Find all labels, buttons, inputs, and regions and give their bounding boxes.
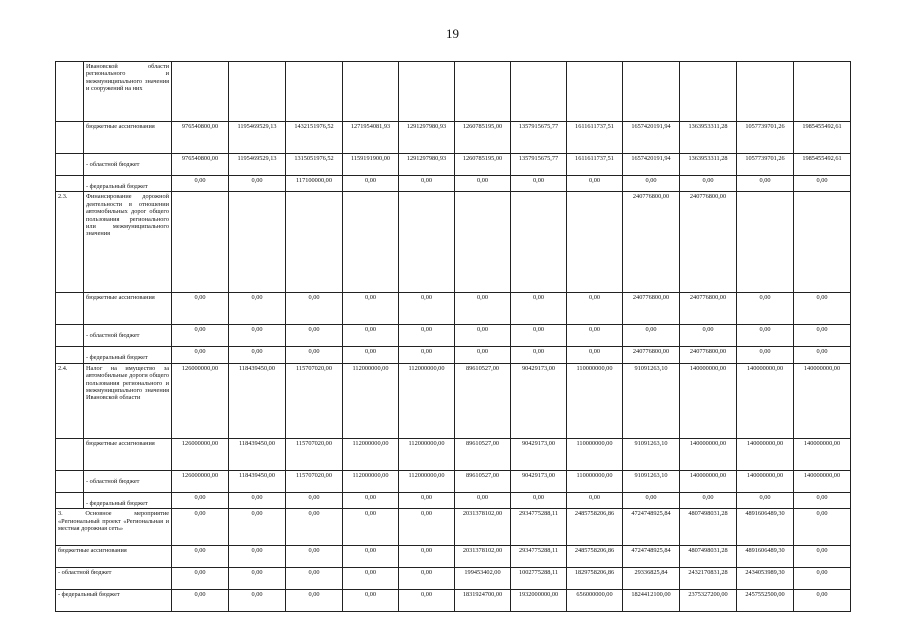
row-name-cell: - областной бюджет bbox=[84, 470, 172, 492]
value-cell: 0,00 bbox=[172, 325, 229, 347]
value-cell: 4724748925,84 bbox=[623, 546, 680, 568]
row-name-cell: - областной бюджет bbox=[56, 568, 172, 590]
value-cell: 1657420191,94 bbox=[623, 154, 680, 176]
value-cell: 0,00 bbox=[229, 568, 286, 590]
value-cell: 0,00 bbox=[794, 492, 851, 508]
value-cell: 0,00 bbox=[286, 568, 343, 590]
value-cell: 0,00 bbox=[567, 492, 623, 508]
value-cell: 0,00 bbox=[623, 492, 680, 508]
value-cell: 1357915675,77 bbox=[511, 122, 567, 154]
value-cell: 0,00 bbox=[343, 492, 399, 508]
value-cell: 118439450,00 bbox=[229, 470, 286, 492]
value-cell: 0,00 bbox=[737, 347, 794, 363]
value-cell: 1291297980,93 bbox=[399, 122, 455, 154]
value-cell: 0,00 bbox=[343, 509, 399, 546]
value-cell: 4807498031,28 bbox=[680, 546, 737, 568]
value-cell: 0,00 bbox=[286, 546, 343, 568]
value-cell bbox=[794, 62, 851, 122]
row-index-cell bbox=[56, 176, 84, 192]
value-cell: 0,00 bbox=[343, 347, 399, 363]
row-index-cell bbox=[56, 154, 84, 176]
row-name-cell: - федеральный бюджет bbox=[84, 176, 172, 192]
value-cell: 89610527,00 bbox=[455, 363, 511, 438]
row-name-cell: - областной бюджет bbox=[84, 325, 172, 347]
value-cell: 2031378102,00 bbox=[455, 546, 511, 568]
value-cell: 0,00 bbox=[455, 176, 511, 192]
value-cell: 0,00 bbox=[511, 492, 567, 508]
value-cell: 118439450,00 bbox=[229, 363, 286, 438]
value-cell: 112000000,00 bbox=[399, 438, 455, 470]
value-cell: 0,00 bbox=[794, 590, 851, 612]
value-cell: 0,00 bbox=[172, 347, 229, 363]
value-cell: 0,00 bbox=[794, 347, 851, 363]
value-cell: 1432151976,52 bbox=[286, 122, 343, 154]
row-index-cell bbox=[56, 62, 84, 122]
table-row bbox=[56, 546, 851, 568]
row-index-cell bbox=[56, 438, 84, 470]
value-cell: 0,00 bbox=[737, 492, 794, 508]
value-cell: 90429173,00 bbox=[511, 438, 567, 470]
value-cell: 0,00 bbox=[229, 176, 286, 192]
value-cell: 1260785195,00 bbox=[455, 122, 511, 154]
row-index-cell bbox=[56, 470, 84, 492]
value-cell: 0,00 bbox=[229, 546, 286, 568]
value-cell: 1195469529,13 bbox=[229, 122, 286, 154]
value-cell: 4891606489,30 bbox=[737, 509, 794, 546]
table-row bbox=[56, 325, 851, 347]
value-cell: 0,00 bbox=[229, 325, 286, 347]
value-cell: 0,00 bbox=[399, 325, 455, 347]
budget-table-body bbox=[56, 62, 851, 612]
row-index-cell bbox=[56, 293, 84, 325]
value-cell: 1829758206,86 bbox=[567, 568, 623, 590]
value-cell: 0,00 bbox=[737, 293, 794, 325]
row-index-cell bbox=[56, 122, 84, 154]
value-cell: 0,00 bbox=[794, 176, 851, 192]
value-cell bbox=[737, 192, 794, 293]
row-index-cell: 2.4. bbox=[56, 363, 84, 438]
table-row bbox=[56, 470, 851, 492]
value-cell: 0,00 bbox=[343, 325, 399, 347]
value-cell bbox=[229, 192, 286, 293]
value-cell: 2485758206,86 bbox=[567, 509, 623, 546]
row-name-cell: - федеральный бюджет bbox=[84, 492, 172, 508]
value-cell: 976540800,00 bbox=[172, 122, 229, 154]
value-cell: 140000000,00 bbox=[794, 470, 851, 492]
row-name-cell: - федеральный бюджет bbox=[84, 347, 172, 363]
value-cell bbox=[229, 62, 286, 122]
value-cell: 0,00 bbox=[794, 568, 851, 590]
value-cell: 1932000000,00 bbox=[511, 590, 567, 612]
value-cell: 0,00 bbox=[737, 325, 794, 347]
value-cell: 0,00 bbox=[399, 176, 455, 192]
row-name-cell: 3. Основное мероприятие «Региональный проект «Региональная и местная дорожная сеть» bbox=[56, 509, 172, 546]
value-cell: 1363953311,28 bbox=[680, 154, 737, 176]
row-name-cell: Финансирование дорожной деятельности в отношении автомобильных дорог общего пользования регионального или межмуниципального значения bbox=[84, 192, 172, 293]
value-cell: 90429173,00 bbox=[511, 470, 567, 492]
value-cell: 0,00 bbox=[286, 325, 343, 347]
value-cell: 2934775288,11 bbox=[511, 546, 567, 568]
value-cell: 0,00 bbox=[229, 509, 286, 546]
value-cell: 1260785195,00 bbox=[455, 154, 511, 176]
row-name-cell: бюджетные ассигнования bbox=[56, 546, 172, 568]
value-cell: 4724748925,84 bbox=[623, 509, 680, 546]
value-cell: 0,00 bbox=[455, 325, 511, 347]
table-row bbox=[56, 192, 851, 293]
value-cell bbox=[567, 62, 623, 122]
value-cell: 0,00 bbox=[172, 293, 229, 325]
value-cell: 126000000,00 bbox=[172, 363, 229, 438]
budget-table bbox=[55, 61, 851, 612]
value-cell: 0,00 bbox=[623, 325, 680, 347]
value-cell: 0,00 bbox=[343, 568, 399, 590]
value-cell: 112000000,00 bbox=[343, 438, 399, 470]
table-row bbox=[56, 590, 851, 612]
value-cell: 240776800,00 bbox=[680, 192, 737, 293]
table-row bbox=[56, 62, 851, 122]
table-row bbox=[56, 568, 851, 590]
value-cell: 112000000,00 bbox=[343, 470, 399, 492]
value-cell: 0,00 bbox=[455, 492, 511, 508]
value-cell: 1057739701,26 bbox=[737, 154, 794, 176]
value-cell: 2457552500,00 bbox=[737, 590, 794, 612]
value-cell: 240776800,00 bbox=[623, 347, 680, 363]
value-cell: 115707020,00 bbox=[286, 470, 343, 492]
value-cell: 0,00 bbox=[511, 176, 567, 192]
value-cell: 0,00 bbox=[229, 293, 286, 325]
value-cell: 0,00 bbox=[399, 568, 455, 590]
row-index-cell bbox=[56, 492, 84, 508]
value-cell: 0,00 bbox=[229, 492, 286, 508]
value-cell: 0,00 bbox=[229, 347, 286, 363]
table-row bbox=[56, 176, 851, 192]
value-cell: 1315051976,52 bbox=[286, 154, 343, 176]
value-cell: 0,00 bbox=[623, 176, 680, 192]
value-cell bbox=[172, 62, 229, 122]
value-cell: 0,00 bbox=[399, 509, 455, 546]
value-cell: 89610527,00 bbox=[455, 470, 511, 492]
value-cell: 1271954081,93 bbox=[343, 122, 399, 154]
value-cell bbox=[680, 62, 737, 122]
row-index-cell bbox=[56, 325, 84, 347]
value-cell: 0,00 bbox=[794, 325, 851, 347]
row-name-cell: - областной бюджет bbox=[84, 154, 172, 176]
value-cell: 0,00 bbox=[680, 176, 737, 192]
table-row bbox=[56, 293, 851, 325]
value-cell: 0,00 bbox=[455, 293, 511, 325]
value-cell: 199453402,00 bbox=[455, 568, 511, 590]
row-name-cell: - федеральный бюджет bbox=[56, 590, 172, 612]
row-index-cell bbox=[56, 347, 84, 363]
value-cell: 140000000,00 bbox=[680, 438, 737, 470]
value-cell: 0,00 bbox=[172, 492, 229, 508]
value-cell: 1291297980,93 bbox=[399, 154, 455, 176]
page-number: 19 bbox=[446, 26, 459, 41]
value-cell: 0,00 bbox=[399, 293, 455, 325]
table-row bbox=[56, 438, 851, 470]
value-cell: 0,00 bbox=[399, 546, 455, 568]
table-row bbox=[56, 509, 851, 546]
row-name-cell: бюджетные ассигнования bbox=[84, 122, 172, 154]
value-cell: 0,00 bbox=[399, 590, 455, 612]
value-cell: 140000000,00 bbox=[680, 363, 737, 438]
value-cell: 240776800,00 bbox=[623, 293, 680, 325]
value-cell: 140000000,00 bbox=[737, 470, 794, 492]
value-cell: 0,00 bbox=[567, 176, 623, 192]
value-cell: 0,00 bbox=[511, 293, 567, 325]
value-cell: 0,00 bbox=[286, 293, 343, 325]
value-cell bbox=[286, 192, 343, 293]
value-cell: 2031378102,00 bbox=[455, 509, 511, 546]
value-cell: 1363953311,28 bbox=[680, 122, 737, 154]
value-cell: 1657420191,94 bbox=[623, 122, 680, 154]
value-cell bbox=[511, 192, 567, 293]
value-cell: 2432170831,28 bbox=[680, 568, 737, 590]
value-cell: 110000000,00 bbox=[567, 438, 623, 470]
value-cell: 140000000,00 bbox=[737, 363, 794, 438]
value-cell: 140000000,00 bbox=[737, 438, 794, 470]
value-cell: 2485758206,86 bbox=[567, 546, 623, 568]
value-cell: 0,00 bbox=[172, 590, 229, 612]
value-cell bbox=[399, 192, 455, 293]
value-cell: 0,00 bbox=[399, 347, 455, 363]
value-cell: 0,00 bbox=[343, 590, 399, 612]
value-cell: 0,00 bbox=[172, 546, 229, 568]
value-cell bbox=[567, 192, 623, 293]
table-row bbox=[56, 363, 851, 438]
table-row bbox=[56, 347, 851, 363]
value-cell bbox=[623, 62, 680, 122]
value-cell: 89610527,00 bbox=[455, 438, 511, 470]
value-cell bbox=[737, 62, 794, 122]
value-cell: 0,00 bbox=[286, 590, 343, 612]
value-cell: 0,00 bbox=[286, 492, 343, 508]
value-cell bbox=[794, 192, 851, 293]
value-cell bbox=[343, 62, 399, 122]
row-name-cell: бюджетные ассигнования bbox=[84, 438, 172, 470]
value-cell: 110000000,00 bbox=[567, 363, 623, 438]
value-cell: 90429173,00 bbox=[511, 363, 567, 438]
value-cell: 1611611737,51 bbox=[567, 154, 623, 176]
row-name-cell: бюджетные ассигнования bbox=[84, 293, 172, 325]
value-cell bbox=[286, 62, 343, 122]
value-cell: 0,00 bbox=[399, 492, 455, 508]
value-cell: 1002775288,11 bbox=[511, 568, 567, 590]
value-cell: 1611611737,51 bbox=[567, 122, 623, 154]
value-cell: 1985455492,61 bbox=[794, 122, 851, 154]
value-cell: 0,00 bbox=[343, 176, 399, 192]
value-cell: 126000000,00 bbox=[172, 438, 229, 470]
value-cell: 1357915675,77 bbox=[511, 154, 567, 176]
value-cell: 976540800,00 bbox=[172, 154, 229, 176]
value-cell: 240776800,00 bbox=[680, 293, 737, 325]
value-cell: 0,00 bbox=[172, 568, 229, 590]
value-cell: 91091263,10 bbox=[623, 470, 680, 492]
value-cell: 0,00 bbox=[286, 509, 343, 546]
value-cell: 115707020,00 bbox=[286, 438, 343, 470]
value-cell: 0,00 bbox=[343, 546, 399, 568]
value-cell: 112000000,00 bbox=[399, 470, 455, 492]
value-cell: 4891606489,30 bbox=[737, 546, 794, 568]
value-cell: 112000000,00 bbox=[343, 363, 399, 438]
value-cell: 140000000,00 bbox=[794, 438, 851, 470]
value-cell bbox=[399, 62, 455, 122]
value-cell: 2434053989,30 bbox=[737, 568, 794, 590]
value-cell: 0,00 bbox=[794, 546, 851, 568]
value-cell: 0,00 bbox=[567, 293, 623, 325]
value-cell: 91091263,10 bbox=[623, 438, 680, 470]
value-cell: 0,00 bbox=[511, 325, 567, 347]
value-cell: 0,00 bbox=[680, 325, 737, 347]
value-cell: 0,00 bbox=[794, 509, 851, 546]
value-cell: 1985455492,61 bbox=[794, 154, 851, 176]
value-cell: 1195469529,13 bbox=[229, 154, 286, 176]
value-cell: 1831924700,00 bbox=[455, 590, 511, 612]
value-cell: 112000000,00 bbox=[399, 363, 455, 438]
value-cell: 0,00 bbox=[737, 176, 794, 192]
value-cell bbox=[343, 192, 399, 293]
row-name-cell: Ивановской области регионального и межмуниципального значения и сооружений на них bbox=[84, 62, 172, 122]
row-name-cell: Налог на имущество за автомобильные дороги общего пользования регионального и межмуниципального значения Ивановской области bbox=[84, 363, 172, 438]
value-cell: 29336825,84 bbox=[623, 568, 680, 590]
value-cell: 0,00 bbox=[567, 347, 623, 363]
row-index-cell: 2.3. bbox=[56, 192, 84, 293]
value-cell: 0,00 bbox=[286, 347, 343, 363]
value-cell: 0,00 bbox=[680, 492, 737, 508]
value-cell: 1824412100,00 bbox=[623, 590, 680, 612]
value-cell: 110000000,00 bbox=[567, 470, 623, 492]
value-cell: 240776800,00 bbox=[623, 192, 680, 293]
value-cell: 115707020,00 bbox=[286, 363, 343, 438]
value-cell: 0,00 bbox=[794, 293, 851, 325]
value-cell: 0,00 bbox=[343, 293, 399, 325]
value-cell: 240776800,00 bbox=[680, 347, 737, 363]
table-row bbox=[56, 154, 851, 176]
value-cell bbox=[455, 62, 511, 122]
table-row bbox=[56, 122, 851, 154]
value-cell: 140000000,00 bbox=[680, 470, 737, 492]
table-row bbox=[56, 492, 851, 508]
value-cell: 117100000,00 bbox=[286, 176, 343, 192]
value-cell: 0,00 bbox=[172, 176, 229, 192]
value-cell: 0,00 bbox=[455, 347, 511, 363]
value-cell: 0,00 bbox=[511, 347, 567, 363]
value-cell bbox=[172, 192, 229, 293]
value-cell: 656000000,00 bbox=[567, 590, 623, 612]
value-cell: 91091263,10 bbox=[623, 363, 680, 438]
value-cell: 1159191900,00 bbox=[343, 154, 399, 176]
value-cell: 0,00 bbox=[229, 590, 286, 612]
value-cell: 0,00 bbox=[172, 509, 229, 546]
value-cell: 2375327200,00 bbox=[680, 590, 737, 612]
value-cell bbox=[455, 192, 511, 293]
value-cell: 0,00 bbox=[567, 325, 623, 347]
value-cell: 4807498031,28 bbox=[680, 509, 737, 546]
value-cell: 1057739701,26 bbox=[737, 122, 794, 154]
value-cell: 140000000,00 bbox=[794, 363, 851, 438]
value-cell bbox=[511, 62, 567, 122]
value-cell: 126000000,00 bbox=[172, 470, 229, 492]
value-cell: 118439450,00 bbox=[229, 438, 286, 470]
value-cell: 2934775288,11 bbox=[511, 509, 567, 546]
